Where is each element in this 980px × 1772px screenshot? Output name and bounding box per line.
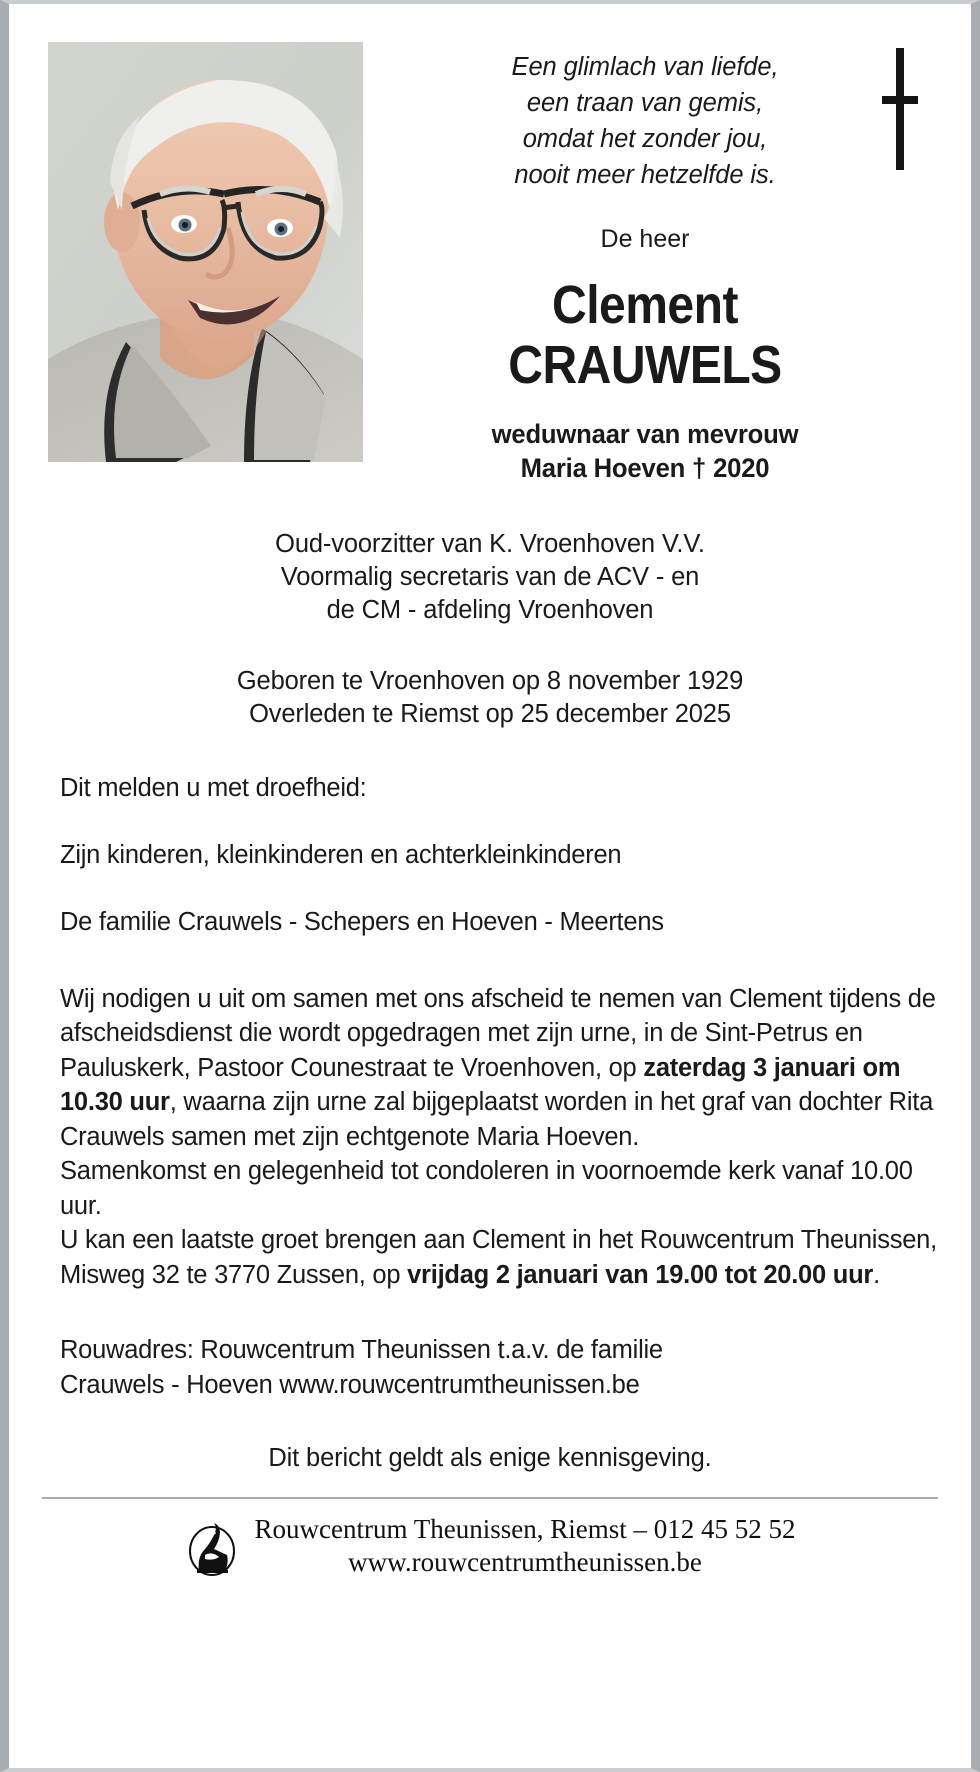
service-date-time: zaterdag 3 januari om 10.30 uur	[60, 1053, 901, 1116]
card-header	[9, 4, 971, 483]
memorial-poem	[381, 49, 909, 193]
visitation-date-time: vrijdag 2 januari van 19.00 tot 20.00 uur	[407, 1260, 874, 1289]
birth-date: Geboren te Vroenhoven op 8 november 1929	[236, 667, 744, 695]
death-date: Overleden te Riemst op 25 december 2025	[249, 700, 731, 728]
service-details	[60, 982, 940, 1155]
spouse-line-2: Maria Hoeven † 2020	[520, 453, 770, 483]
role-line-1: Oud-voorzitter van K. Vroenhoven V.V.	[275, 530, 705, 558]
poem-line-3: omdat het zonder jou,	[522, 125, 768, 153]
poem-line-2: een traan van gemis,	[526, 89, 764, 117]
footer	[9, 1513, 971, 1579]
visitation-text-part-2: .	[873, 1260, 880, 1289]
roles-block	[9, 528, 971, 627]
mourning-address	[60, 1333, 940, 1402]
gathering-info: Samenkomst en gelegenheid tot condoleren in voornoemde kerk vanaf 10.00 uur.	[60, 1157, 913, 1220]
mourning-address-line-1: Rouwadres: Rouwcentrum Theunissen t.a.v. de familie	[60, 1336, 663, 1364]
footer-line-1: Rouwcentrum Theunissen, Riemst – 012 45 52 52	[254, 1514, 796, 1544]
closing-note: Dit bericht geldt als enige kennisgeving.	[268, 1444, 712, 1472]
header-text-column	[381, 4, 909, 485]
poem-line-1: Een glimlach van liefde,	[511, 53, 779, 81]
mourning-address-line-2: Crauwels - Hoeven www.rouwcentrumtheunissen.be	[60, 1370, 640, 1399]
announcement-children: Zijn kinderen, kleinkinderen en achterkleinkinderen	[60, 840, 622, 869]
deceased-first-name: Clement	[552, 275, 738, 335]
spouse-info	[394, 417, 896, 485]
deceased-last-name: CRAUWELS	[508, 335, 782, 395]
service-text-part-1: Wij nodigen u uit om samen met ons afscheid te nemen van Clement tijdens de afscheidsdienst die wordt opgedragen met zijn urne, in de Sint-Petrus en Pauluskerk, Pastoor Counestraat te Vroenhoven, op	[60, 984, 936, 1082]
service-text-part-2: , waarna zijn urne zal bijgeplaatst worden in het graf van dochter Rita Crauwels samen met zijn echtgenote Maria Hoeven.	[60, 1088, 934, 1151]
footer-divider	[42, 1497, 938, 1499]
visitation-text-part-1: U kan een laatste groet brengen aan Clement in het Rouwcentrum Theunissen, Misweg 32 te 3770 Zussen, op	[60, 1226, 937, 1289]
announcement-intro: Dit melden u met droefheid:	[60, 774, 367, 802]
poem-line-4: nooit meer hetzelfde is.	[514, 161, 776, 189]
salutation: De heer	[600, 225, 690, 253]
role-line-3: de CM - afdeling Vroenhoven	[326, 596, 654, 624]
deceased-name	[410, 275, 880, 395]
footer-contact	[255, 1513, 796, 1579]
portrait-photo	[48, 42, 363, 462]
visitation-info	[60, 1223, 940, 1292]
announcement-family: De familie Crauwels - Schepers en Hoeven - Meertens	[60, 908, 664, 936]
mourning-figure-logo	[185, 1515, 239, 1577]
footer-line-2: www.rouwcentrumtheunissen.be	[348, 1547, 702, 1577]
role-line-2: Voormalig secretaris van de ACV - en	[280, 563, 700, 591]
life-dates-block	[9, 665, 971, 731]
spouse-line-1: weduwnaar van mevrouw	[491, 419, 799, 449]
